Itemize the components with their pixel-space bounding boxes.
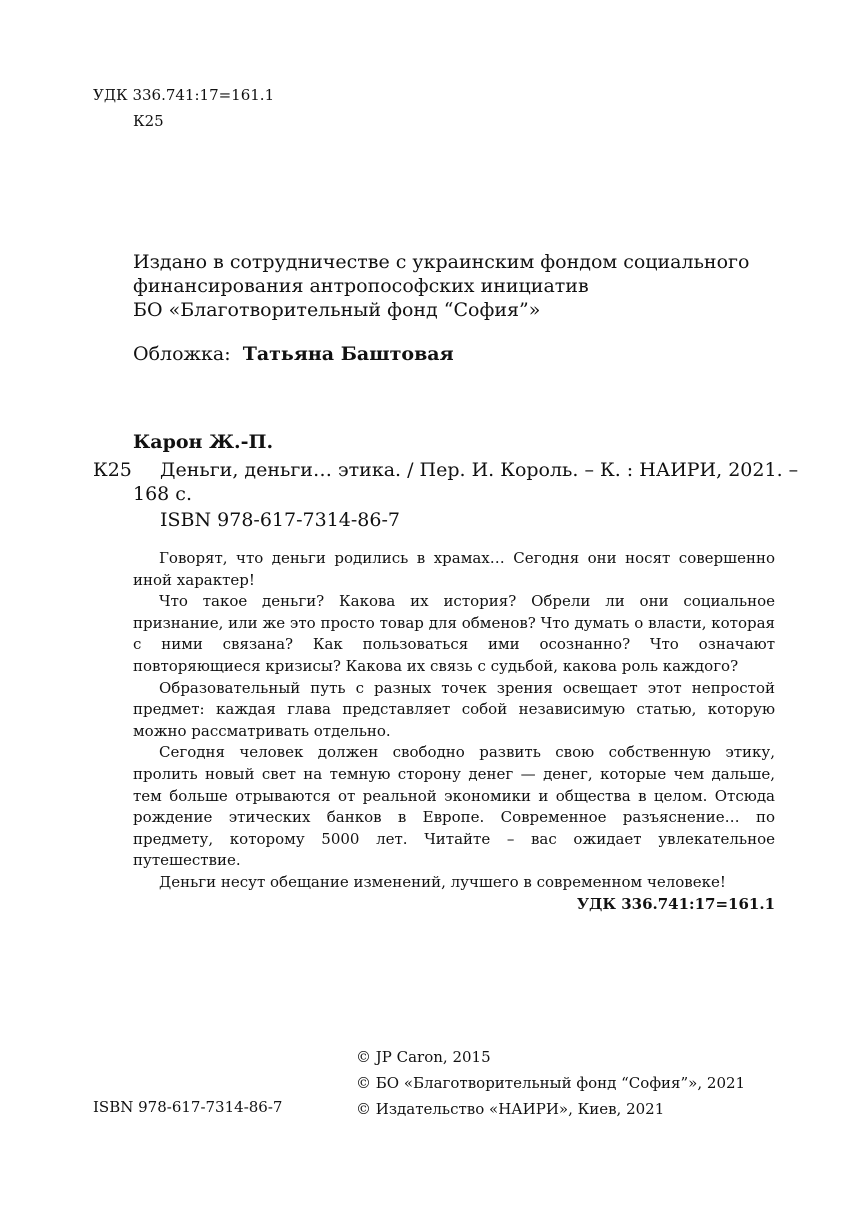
udk-author-mark: К25 [133,112,164,130]
udk-classification [93,84,274,106]
cover-credit [133,342,454,366]
publication-note-line-1: Издано в сотрудничестве с украинским фондом социального [133,251,750,273]
copyright-line: © Издательство «НАИРИ», Киев, 2021 [356,1100,665,1118]
annotation-paragraph: Что такое деньги? Какова их история? Обрели ли они социальное признание, или же это просто товар для обменов? Что думать о власти, которая с ними связана? Как пользоваться ими осознанно? Что означают повторяющиеся кризисы? Какова их связь с судьбой, какова роль каждого? [133,592,775,675]
bibliography-isbn: ISBN 978-617-7314-86-7 [160,509,400,531]
cover-label: Обложка: [133,343,231,365]
annotation-paragraph: Сегодня человек должен свободно развить свою собственную этику, пролить новый свет на темную сторону денег — денег, которые чем дальше, тем больше отрываются от реальной экономики и общества в целом. Отсюда рождение этических банков в Европе. Современное разъяснение… по предмету, которому 5000 лет. Читайте – вас ожидает увлекательное путешествие. [133,743,775,870]
annotation-paragraph: Деньги несут обещание изменений, лучшего в современном человеке! [159,872,726,891]
bibliography-description-line-2: 168 с. [133,483,192,505]
annotation [133,548,775,915]
bibliography-description-line-1: Деньги, деньги… этика. / Пер. И. Король. – К. : НАИРИ, 2021. – [160,459,799,481]
copyright-line: © JP Caron, 2015 [356,1048,491,1066]
cover-designer: Татьяна Баштовая [242,343,454,365]
bibliography-mark: К25 [93,459,132,481]
udk-code: 336.741:17=161.1 [132,86,275,104]
annotation-paragraph: Образовательный путь с разных точек зрения освещает этот непростой предмет: каждая глава представляет собой независимую статью, которую можно рассматривать отдельно. [133,678,775,740]
publication-note-line-2: финансирования антропософских инициатив [133,275,589,297]
udk-label: УДК [93,86,128,104]
footer-isbn: ISBN 978-617-7314-86-7 [93,1098,283,1116]
publication-note-line-3: БО «Благотворительный фонд “София”» [133,299,541,321]
copyright-line: © БО «Благотворительный фонд “София”», 2021 [356,1074,746,1092]
copyright-block [356,1044,745,1122]
annotation-udk: УДК 336.741:17=161.1 [576,894,775,913]
book-author: Карон Ж.-П. [133,431,274,453]
annotation-paragraph: Говорят, что деньги родились в храмах… Сегодня они носят совершенно иной характер! [133,549,775,589]
